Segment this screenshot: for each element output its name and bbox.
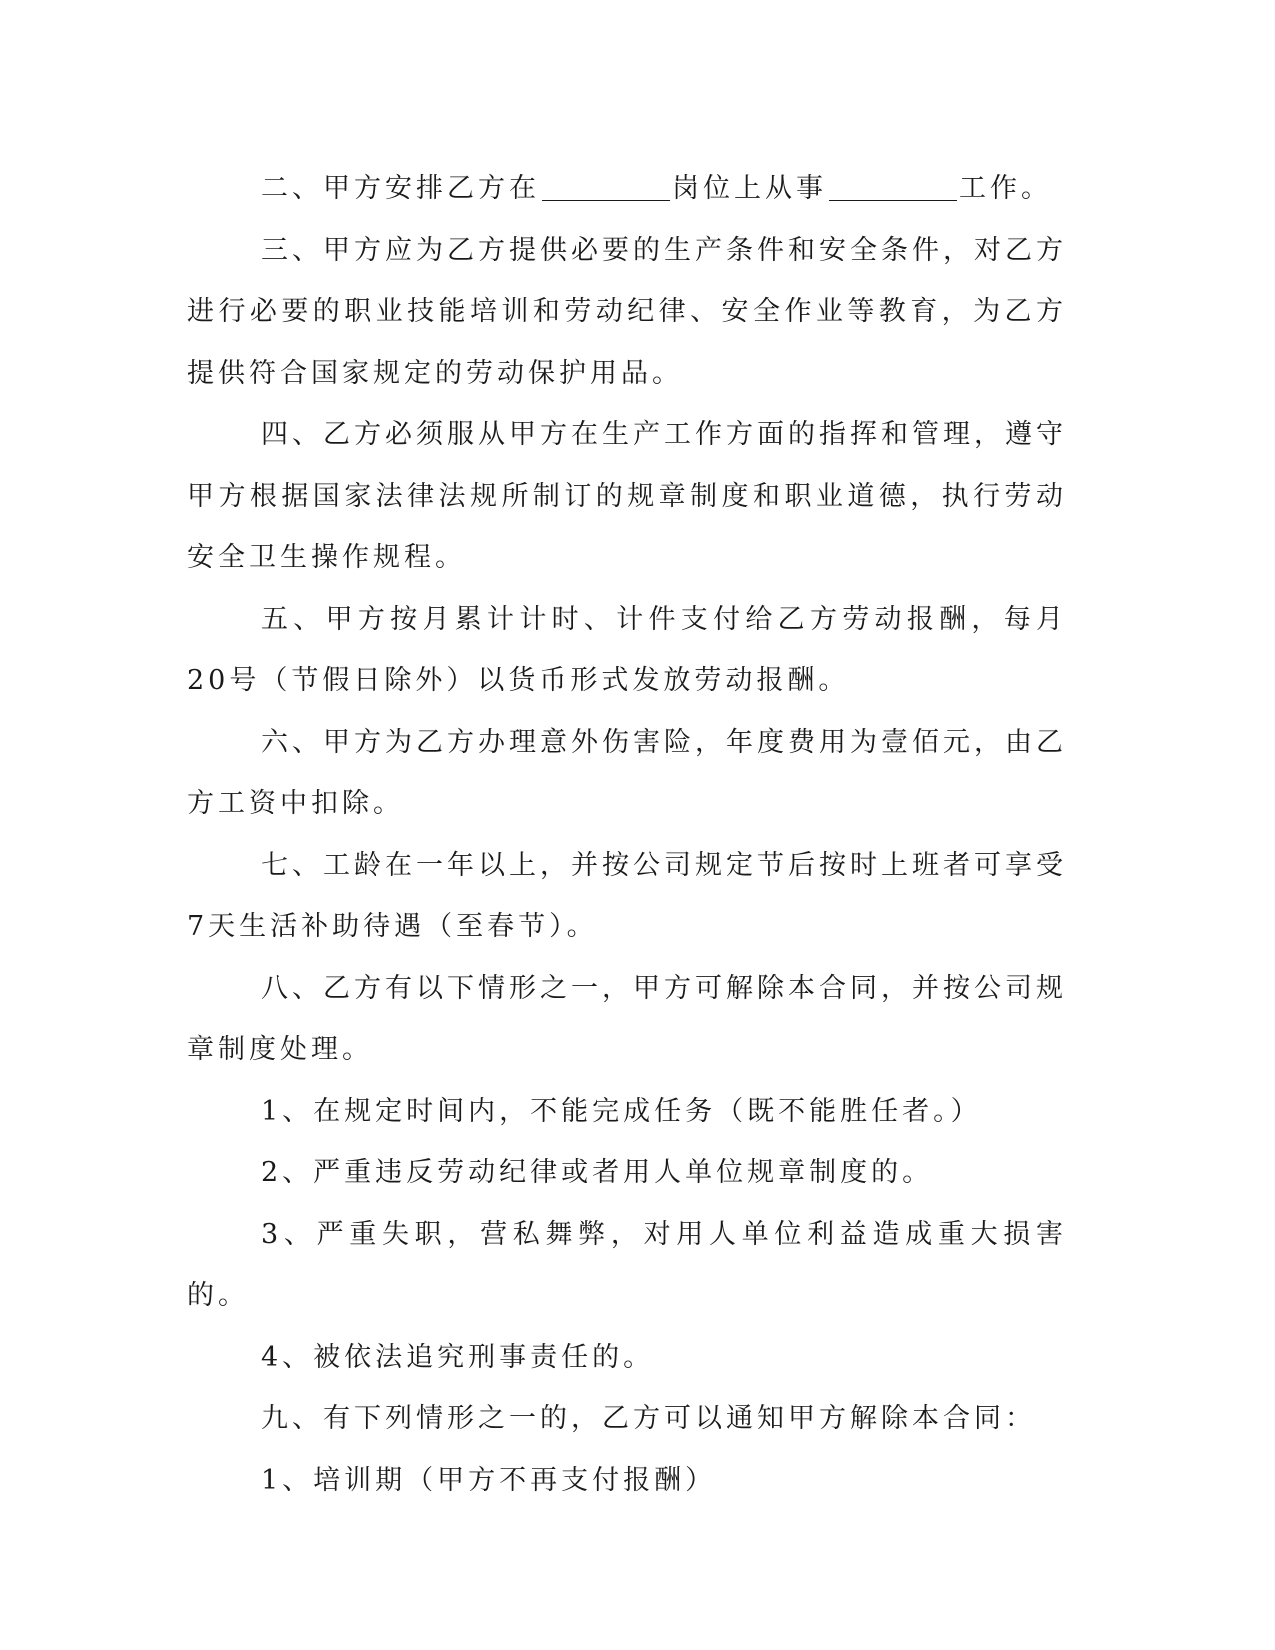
clause-3: 三、甲方应为乙方提供必要的生产条件和安全条件，对乙方进行必要的职业技能培训和劳动纪律、安全作业等教育，为乙方提供符合国家规定的劳动保护用品。 [187, 234, 1067, 389]
clause-2-prefix: 二、甲方安排乙方在 [261, 173, 540, 204]
clause-9: 九、有下列情形之一的，乙方可以通知甲方解除本合同： [261, 1403, 1036, 1434]
clause-2 [187, 158, 1067, 220]
clause-5: 五、甲方按月累计计时、计件支付给乙方劳动报酬，每月20号（节假日除外）以货币形式发放劳动报酬。 [187, 603, 1067, 696]
position-blank [542, 199, 670, 201]
clause-8-item-4: 4、被依法追究刑事责任的。 [261, 1341, 655, 1373]
clause-8-item-1: 1、在规定时间内，不能完成任务（既不能胜任者。） [261, 1095, 982, 1127]
clause-8: 八、乙方有以下情形之一，甲方可解除本合同，并按公司规章制度处理。 [187, 972, 1067, 1065]
clause-7: 七、工龄在一年以上，并按公司规定节后按时上班者可享受7天生活补助待遇（至春节）。 [187, 849, 1067, 942]
clause-8-item-2: 2、严重违反劳动纪律或者用人单位规章制度的。 [261, 1157, 934, 1188]
clause-2-suffix: 工作。 [959, 173, 1052, 204]
clause-2-middle: 岗位上从事 [672, 173, 827, 204]
clause-9-item-1: 1、培训期（甲方不再支付报酬） [261, 1464, 717, 1496]
work-blank [829, 199, 957, 201]
document-body [187, 158, 1067, 1511]
clause-8-item-3: 3、严重失职，营私舞弊，对用人单位利益造成重大损害的。 [187, 1218, 1067, 1311]
clause-4: 四、乙方必须服从甲方在生产工作方面的指挥和管理，遵守甲方根据国家法律法规所制订的规章制度和职业道德，执行劳动安全卫生操作规程。 [187, 419, 1067, 573]
clause-6: 六、甲方为乙方办理意外伤害险，年度费用为壹佰元，由乙方工资中扣除。 [187, 726, 1067, 819]
